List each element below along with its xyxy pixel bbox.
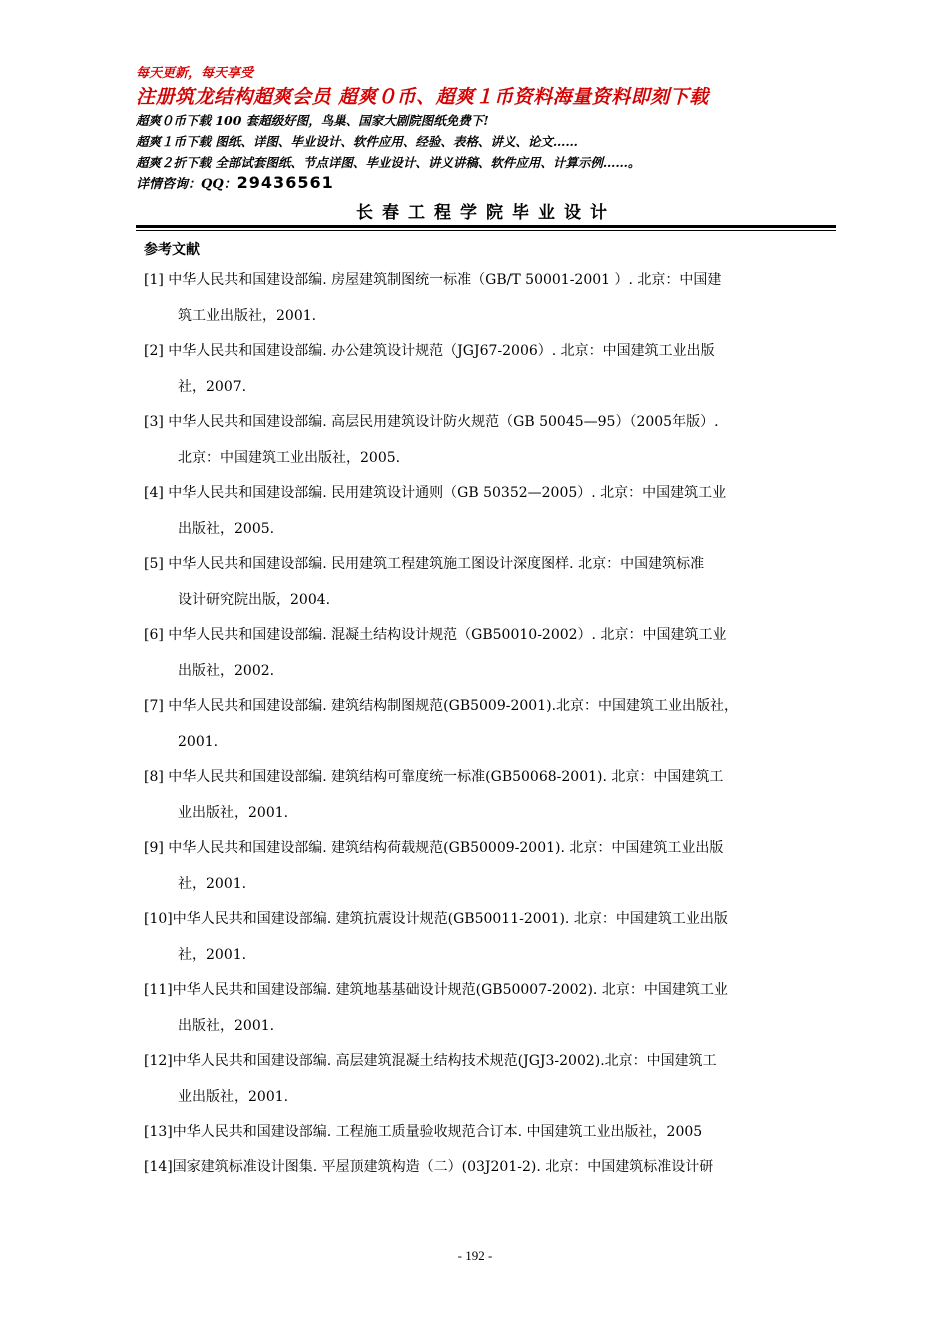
promo-contact-label: 详情咨询：QQ： bbox=[136, 177, 237, 192]
page-number: - 192 - bbox=[457, 1248, 493, 1263]
reference-text-continued: 业出版社，2001. bbox=[178, 805, 289, 821]
reference-item bbox=[144, 339, 844, 410]
reference-text: [13]中华人民共和国建设部编. 工程施工质量验收规范合订本. 中国建筑工业出版社，2005 bbox=[144, 1124, 703, 1140]
reference-text: [2] 中华人民共和国建设部编. 办公建筑设计规范（JGJ67-2006）. 北京：中国建筑工业出版 bbox=[144, 343, 715, 359]
reference-item bbox=[144, 1120, 844, 1155]
promo-daily-update: 每天更新，每天享受 bbox=[136, 66, 254, 81]
reference-text: [14]国家建筑标准设计图集. 平屋顶建筑构造（二）(03J201-2). 北京：中国建筑标准设计研 bbox=[144, 1159, 714, 1175]
reference-item bbox=[144, 410, 844, 481]
reference-text: [6] 中华人民共和国建设部编. 混凝土结构设计规范（GB50010-2002）. 北京：中国建筑工业 bbox=[144, 627, 727, 643]
reference-text-continued: 出版社，2002. bbox=[178, 663, 275, 679]
reference-item bbox=[144, 907, 844, 978]
reference-item bbox=[144, 481, 844, 552]
page-header-title: 长春工程学院毕业设计 bbox=[356, 203, 616, 223]
reference-item bbox=[144, 765, 844, 836]
header-rule-thin bbox=[136, 230, 836, 231]
reference-text-continued: 北京：中国建筑工业出版社，2005. bbox=[178, 450, 401, 466]
reference-text: [9] 中华人民共和国建设部编. 建筑结构荷载规范(GB50009-2001). 北京：中国建筑工业出版 bbox=[144, 840, 724, 856]
section-title: 参考文献 bbox=[144, 242, 200, 258]
promo-contact bbox=[136, 173, 856, 195]
reference-item bbox=[144, 268, 844, 339]
promo-banner bbox=[136, 64, 856, 195]
reference-text-continued: 2001. bbox=[178, 734, 219, 750]
reference-text-continued: 业出版社，2001. bbox=[178, 1089, 289, 1105]
reference-text: [7] 中华人民共和国建设部编. 建筑结构制图规范(GB5009-2001).北京：中国建筑工业出版社， bbox=[144, 698, 739, 714]
reference-item bbox=[144, 552, 844, 623]
reference-text-continued: 社，2007. bbox=[178, 379, 247, 395]
promo-offer-discount: 超爽２折下载 全部试套图纸、节点详图、毕业设计、讲义讲稿、软件应用、计算示例……。 bbox=[136, 155, 641, 170]
reference-list bbox=[144, 268, 844, 1190]
reference-text-continued: 出版社，2005. bbox=[178, 521, 275, 537]
reference-text-continued: 社，2001. bbox=[178, 876, 247, 892]
reference-item bbox=[144, 1049, 844, 1120]
reference-item bbox=[144, 1155, 844, 1190]
promo-offer-zero-coin: 超爽０币下载 100 套超级好图，鸟巢、国家大剧院图纸免费下! bbox=[136, 113, 489, 128]
reference-item bbox=[144, 836, 844, 907]
reference-item bbox=[144, 623, 844, 694]
reference-text: [1] 中华人民共和国建设部编. 房屋建筑制图统一标准（GB/T 50001-2001 ）. 北京：中国建 bbox=[144, 272, 722, 288]
reference-text: [10]中华人民共和国建设部编. 建筑抗震设计规范(GB50011-2001). 北京：中国建筑工业出版 bbox=[144, 911, 728, 927]
reference-text: [3] 中华人民共和国建设部编. 高层民用建筑设计防火规范（GB 50045—95）（2005年版）. bbox=[144, 414, 719, 430]
reference-item bbox=[144, 978, 844, 1049]
reference-text: [11]中华人民共和国建设部编. 建筑地基基础设计规范(GB50007-2002). 北京：中国建筑工业 bbox=[144, 982, 728, 998]
reference-text: [12]中华人民共和国建设部编. 高层建筑混凝土结构技术规范(JGJ3-2002).北京：中国建筑工 bbox=[144, 1053, 717, 1069]
reference-text-continued: 筑工业出版社，2001. bbox=[178, 308, 317, 324]
reference-text: [8] 中华人民共和国建设部编. 建筑结构可靠度统一标准(GB50068-2001). 北京：中国建筑工 bbox=[144, 769, 724, 785]
reference-text-continued: 社，2001. bbox=[178, 947, 247, 963]
promo-contact-qq: 29436561 bbox=[236, 173, 334, 192]
reference-text: [5] 中华人民共和国建设部编. 民用建筑工程建筑施工图设计深度图样. 北京：中国建筑标准 bbox=[144, 556, 705, 572]
reference-item bbox=[144, 694, 844, 765]
reference-text-continued: 出版社，2001. bbox=[178, 1018, 275, 1034]
promo-membership-headline[interactable]: 注册筑龙结构超爽会员 超爽０币、超爽１币资料海量资料即刻下载 bbox=[136, 86, 709, 108]
header-rule-thick bbox=[136, 225, 836, 228]
reference-text: [4] 中华人民共和国建设部编. 民用建筑设计通则（GB 50352—2005）. 北京：中国建筑工业 bbox=[144, 485, 727, 501]
reference-text-continued: 设计研究院出版，2004. bbox=[178, 592, 331, 608]
promo-offer-one-coin: 超爽１币下载 图纸、详图、毕业设计、软件应用、经验、表格、讲义、论文…… bbox=[136, 134, 578, 149]
